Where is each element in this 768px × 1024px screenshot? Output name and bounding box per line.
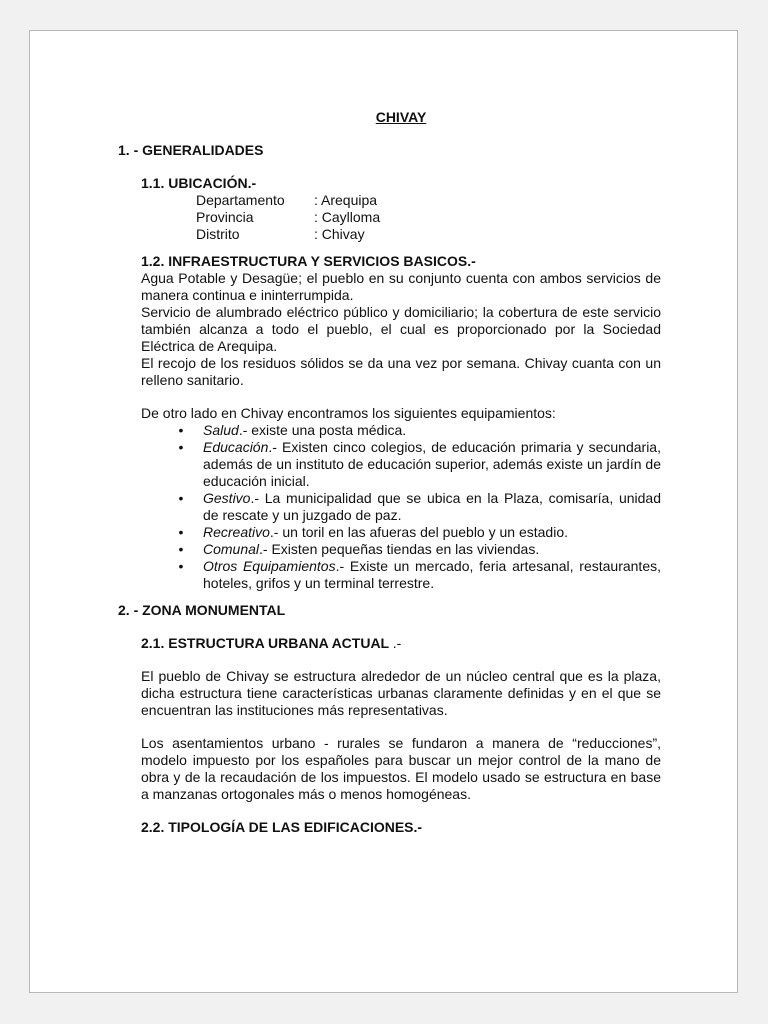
paragraph: Servicio de alumbrado eléctrico público y domiciliario; la cobertura de este servicio también alcanza a todo el pueblo, el cual es proporcionado por la Sociedad Eléctrica de Arequipa.	[141, 304, 661, 354]
list-item-term: Comunal	[203, 541, 260, 557]
location-value: : Caylloma	[314, 209, 381, 225]
bullet-icon: •	[178, 541, 184, 557]
list-item	[178, 558, 661, 592]
location-value: : Arequipa	[314, 192, 378, 208]
list-item-term: Educación	[203, 439, 269, 455]
location-key: Departamento	[196, 192, 285, 208]
list-item-term: Otros Equipamientos	[203, 558, 336, 574]
equipment-list	[141, 422, 661, 592]
section-1-heading: 1. - GENERALIDADES	[118, 142, 264, 158]
section-2-1-heading-text: 2.1. ESTRUCTURA URBANA ACTUAL	[141, 635, 389, 651]
bullet-icon: •	[178, 422, 184, 438]
paragraph: El pueblo de Chivay se estructura alrededor de un núcleo central que es la plaza, dicha estructura tiene características urbanas claramente definidas y en el que se encuentran las instituciones más representativas.	[141, 668, 661, 718]
list-item	[178, 439, 661, 490]
list-item-term: Salud	[203, 422, 239, 438]
list-item-text: .- Existen pequeñas tiendas en las viviendas.	[259, 541, 540, 557]
list-item-text: .- Existe un mercado, feria artesanal, restaurantes, hoteles, grifos y un terminal terrestre.	[203, 558, 661, 591]
location-row	[196, 226, 661, 243]
list-item-text: .- existe una posta médica.	[238, 422, 407, 438]
bullet-icon: •	[178, 490, 184, 506]
list-item-term: Gestivo	[203, 490, 251, 506]
list-item	[178, 490, 661, 524]
section-2-2-heading: 2.2. TIPOLOGÍA DE LAS EDIFICACIONES.-	[141, 819, 423, 835]
paragraph: Agua Potable y Desagüe; el pueblo en su conjunto cuenta con ambos servicios de manera continua e ininterrumpida.	[141, 270, 661, 303]
section-2-heading: 2. - ZONA MONUMENTAL	[118, 602, 286, 618]
location-key: Distrito	[196, 226, 240, 242]
paragraph: El recojo de los residuos sólidos se da una vez por semana. Chivay cuanta con un relleno sanitario.	[141, 355, 661, 388]
section-2-1-heading-tail: .-	[392, 635, 402, 651]
list-item	[178, 541, 661, 558]
location-value: : Chivay	[314, 226, 365, 242]
paragraph: Los asentamientos urbano - rurales se fundaron a manera de “reducciones”, modelo impuesto por los españoles para buscar un mejor control de la mano de obra y de la recaudación de los impuestos. El modelo usado se estructura en base a manzanas ortogonales más o menos homogéneas.	[141, 735, 661, 802]
list-item-text: .- Existen cinco colegios, de educación primaria y secundaria, además de un instituto de educación superior, además existe un jardín de educación inicial.	[203, 439, 661, 489]
location-row	[196, 209, 661, 226]
document-content	[118, 109, 661, 836]
list-item-text: .- un toril en las afueras del pueblo y un estadio.	[269, 524, 568, 540]
section-2-1-heading	[141, 635, 661, 652]
section-1-2-heading: 1.2. INFRAESTRUCTURA Y SERVICIOS BASICOS.-	[141, 253, 476, 269]
list-item-term: Recreativo	[203, 524, 270, 540]
document-page	[29, 30, 738, 993]
location-table	[196, 192, 661, 243]
document-title: CHIVAY	[375, 109, 427, 125]
bullet-icon: •	[178, 558, 184, 574]
location-row	[196, 192, 661, 209]
list-item	[178, 524, 661, 541]
location-key: Provincia	[196, 209, 254, 225]
bullet-icon: •	[178, 439, 184, 455]
list-item	[178, 422, 661, 439]
paragraph: De otro lado en Chivay encontramos los siguientes equipamientos:	[141, 405, 556, 421]
bullet-icon: •	[178, 524, 184, 540]
section-1-1-heading: 1.1. UBICACIÓN.-	[141, 175, 257, 191]
list-item-text: .- La municipalidad que se ubica en la Plaza, comisaría, unidad de rescate y un juzgado de paz.	[203, 490, 661, 523]
